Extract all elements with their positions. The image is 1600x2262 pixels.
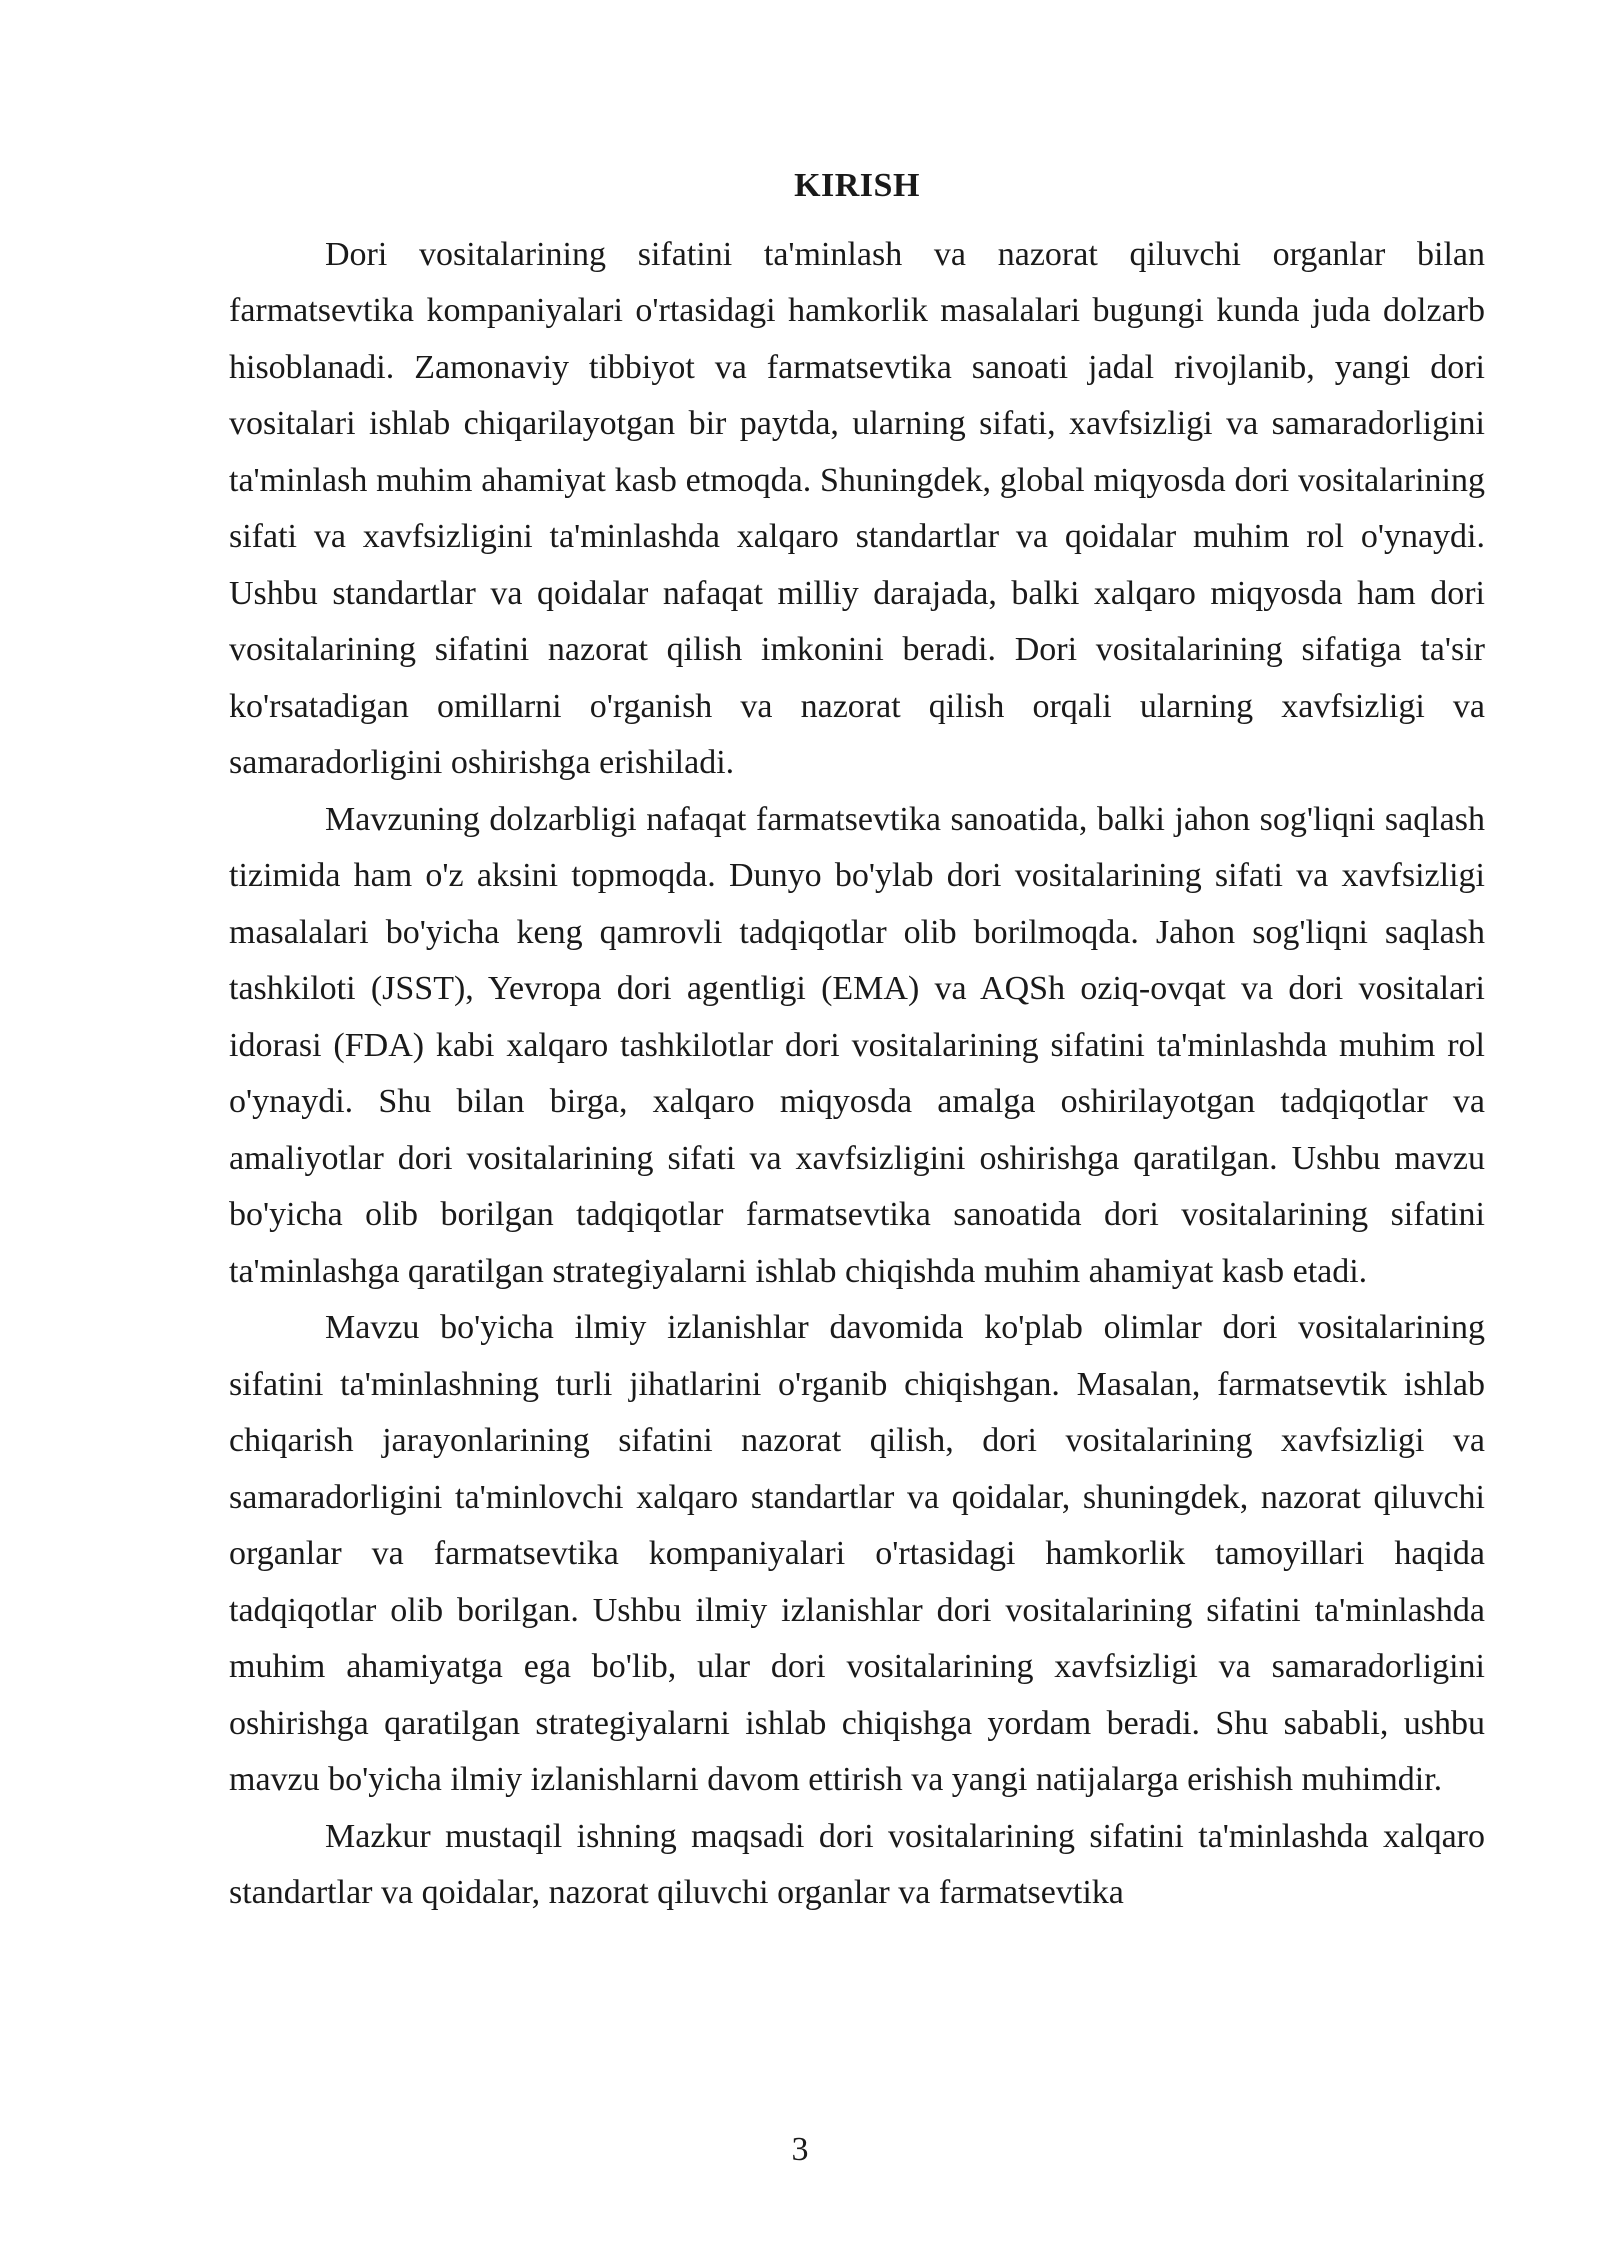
paragraph-1: Dori vositalarining sifatini ta'minlash va nazorat qiluvchi organlar bilan farmatsevtika kompaniyalari o'rtasidagi hamkorlik masalalari bugungi kunda juda dolzarb hisoblanadi. Zamonaviy tibbiyot va farmatsevtika sanoati jadal rivojlanib, yangi dori vositalari ishlab chiqarilayotgan bir paytda, ularning sifati, xavfsizligi va samaradorligini ta'minlash muhim ahamiyat kasb etmoqda. Shuningdek, global miqyosda dori vositalarining sifati va xavfsizligini ta'minlashda xalqaro standartlar va qoidalar muhim rol o'ynaydi. Ushbu standartlar va qoidalar nafaqat milliy darajada, balki xalqaro miqyosda ham dori vositalarining sifatini nazorat qilish imkonini beradi. Dori vositalarining sifatiga ta'sir ko'rsatadigan omillarni o'rganish va nazorat qilish orqali ularning xavfsizligi va samaradorligini oshirishga erishiladi. (229, 235, 1485, 781)
section-title: KIRISH (794, 167, 920, 204)
page-content (229, 158, 1485, 1922)
paragraph-3: Mavzu bo'yicha ilmiy izlanishlar davomida ko'plab olimlar dori vositalarining sifatini ta'minlashning turli jihatlarini o'rganib chiqishgan. Masalan, farmatsevtik ishlab chiqarish jarayonlarining sifatini nazorat qilish, dori vositalarining xavfsizligi va samaradorligini ta'minlovchi xalqaro standartlar va qoidalar, shuningdek, nazorat qiluvchi organlar va farmatsevtika kompaniyalari o'rtasidagi hamkorlik tamoyillari haqida tadqiqotlar olib borilgan. Ushbu ilmiy izlanishlar dori vositalarining sifatini ta'minlashda muhim ahamiyatga ega bo'lib, ular dori vositalarining xavfsizligi va samaradorligini oshirishga qaratilgan strategiyalarni ishlab chiqishga yordam beradi. Shu sababli, ushbu mavzu bo'yicha ilmiy izlanishlarni davom ettirish va yangi natijalarga erishish muhimdir. (229, 1309, 1485, 1798)
paragraph-4: Mazkur mustaqil ishning maqsadi dori vositalarining sifatini ta'minlashda xalqaro standartlar va qoidalar, nazorat qiluvchi organlar va farmatsevtika (229, 1817, 1485, 1911)
page-number: 3 (791, 2131, 809, 2168)
paragraph-2: Mavzuning dolzarbligi nafaqat farmatsevtika sanoatida, balki jahon sog'liqni saqlash tizimida ham o'z aksini topmoqda. Dunyo bo'ylab dori vositalarining sifati va xavfsizligi masalalari bo'yicha keng qamrovli tadqiqotlar olib borilmoqda. Jahon sog'liqni saqlash tashkiloti (JSST), Yevropa dori agentligi (EMA) va AQSh oziq-ovqat va dori vositalari idorasi (FDA) kabi xalqaro tashkilotlar dori vositalarining sifatini ta'minlashda muhim rol o'ynaydi. Shu bilan birga, xalqaro miqyosda amalga oshirilayotgan tadqiqotlar va amaliyotlar dori vositalarining sifati va xavfsizligini oshirishga qaratilgan. Ushbu mavzu bo'yicha olib borilgan tadqiqotlar farmatsevtika sanoatida dori vositalarining sifatini ta'minlashga qaratilgan strategiyalarni ishlab chiqishda muhim ahamiyat kasb etadi. (229, 800, 1485, 1290)
